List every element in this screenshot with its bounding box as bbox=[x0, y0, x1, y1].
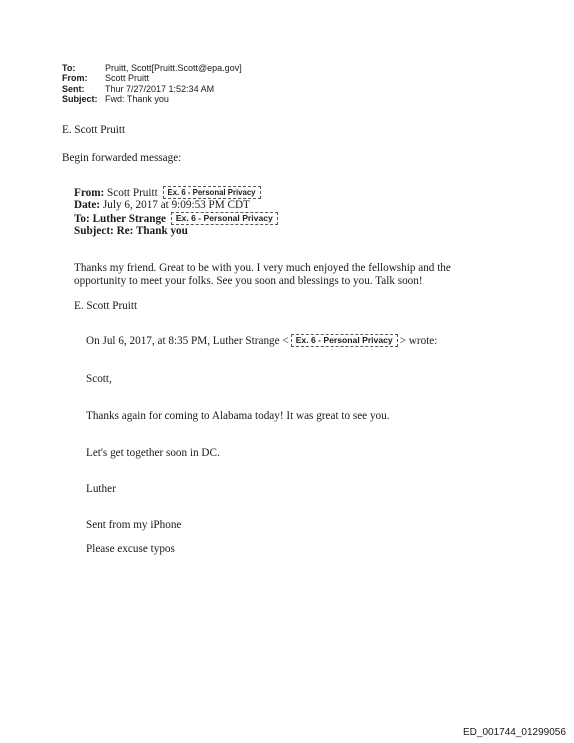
fwd-subject-value: Re: Thank you bbox=[116, 225, 188, 237]
redaction-box: Ex. 6 - Personal Privacy bbox=[163, 186, 261, 199]
quoted-sent-from: Sent from my iPhone bbox=[86, 519, 182, 531]
forwarded-subject-line bbox=[74, 225, 188, 238]
fwd-subject-label: Subject: bbox=[74, 225, 114, 237]
fwd-to-name: Luther Strange bbox=[92, 213, 167, 225]
body-line-1: Thanks my friend. Great to be with you. I very much enjoyed the fellowship and the bbox=[74, 262, 451, 274]
header-subject-row bbox=[62, 94, 242, 104]
quoted-typos: Please excuse typos bbox=[86, 543, 175, 555]
sent-value: Thur 7/27/2017 1:52:34 AM bbox=[105, 83, 215, 94]
begin-forward-text: Begin forwarded message: bbox=[62, 152, 182, 164]
subject-label: Subject: bbox=[62, 94, 98, 105]
fwd-to-label: To: bbox=[74, 213, 90, 225]
from-label: From: bbox=[62, 73, 88, 84]
subject-value: Fwd: Thank you bbox=[105, 94, 169, 105]
email-header bbox=[62, 63, 242, 105]
forwarded-to-line bbox=[74, 212, 280, 226]
to-value: Pruitt, Scott[Pruitt.Scott@epa.gov] bbox=[105, 63, 242, 73]
signature-top: E. Scott Pruitt bbox=[62, 124, 126, 136]
signature-mid: E. Scott Pruitt bbox=[74, 300, 138, 312]
quoted-greeting: Scott, bbox=[86, 373, 112, 385]
quoted-signoff: Luther bbox=[86, 483, 116, 495]
quoted-intro-before: On Jul 6, 2017, at 8:35 PM, Luther Strange < bbox=[86, 335, 289, 347]
redaction-box: Ex. 6 - Personal Privacy bbox=[291, 334, 398, 347]
quoted-line-2: Let's get together soon in DC. bbox=[86, 447, 220, 459]
forwarded-from-line bbox=[74, 186, 263, 200]
header-from-row bbox=[62, 73, 242, 83]
fwd-from-label: From: bbox=[74, 187, 105, 199]
header-to-row bbox=[62, 63, 242, 73]
redaction-box: Ex. 6 - Personal Privacy bbox=[171, 212, 278, 225]
bates-number: ED_001744_01299056 bbox=[463, 727, 566, 738]
forwarded-date-line bbox=[74, 199, 250, 212]
quoted-intro-after: > wrote: bbox=[399, 335, 438, 347]
quoted-line-1: Thanks again for coming to Alabama today! It was great to see you. bbox=[86, 410, 390, 422]
body-line-2: opportunity to meet your folks. See you soon and blessings to you. Talk soon! bbox=[74, 275, 423, 287]
fwd-from-name: Scott Pruitt bbox=[107, 187, 158, 199]
from-value: Scott Pruitt bbox=[105, 73, 150, 84]
sent-label: Sent: bbox=[62, 83, 85, 94]
quoted-intro-line bbox=[86, 334, 437, 348]
to-label: To: bbox=[62, 63, 76, 73]
fwd-date-value: July 6, 2017 at 9:09:53 PM CDT bbox=[102, 199, 250, 211]
header-sent-row bbox=[62, 84, 242, 94]
fwd-date-label: Date: bbox=[74, 199, 101, 211]
